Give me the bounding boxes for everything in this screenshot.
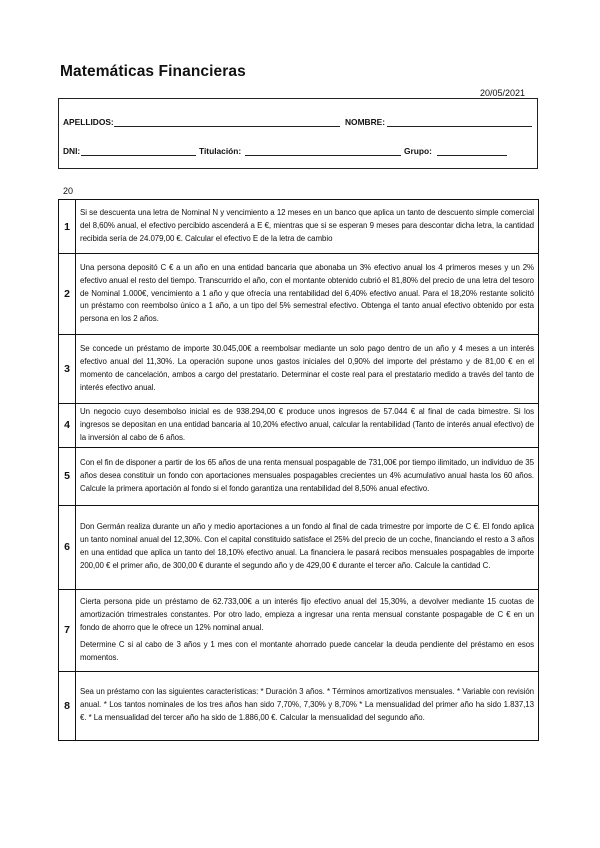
- question-text: Una persona depositó C € a un año en una entidad bancaria que abonaba un 3% efectivo anual los 4 primeros meses y un 2% efectivo anual el resto del tiempo. Transcurrido el año, con el montante obtenido cubrió el 81,80% del precio de una letra del tesoro de Nominal 1.000€, vencimiento a 1 año y que ofrecía una rentabilidad del 6,40% efectivo anual. Para el 18,20% restante solicitó un préstamo con reembolso único a 1 año, a un tipo del 5% semestral efectivo. Obtenga el tanto anual efectivo obtenido por esta persona en los 2 años.: [76, 254, 539, 335]
- question-number: 2: [59, 254, 76, 335]
- question-text: Un negocio cuyo desembolso inicial es de 938.294,00 € produce unos ingresos de 57.044 € al final de cada bimestre. Si los ingresos se depositan en una entidad bancaria al 10,20% efectivo anual, calcular la rentabilidad (Tanto de interés anual efectivo) de la inversión al cabo de 6 años.: [76, 404, 539, 448]
- question-row: [59, 589, 539, 671]
- student-info-box: [58, 98, 538, 169]
- apellidos-field[interactable]: [114, 117, 340, 127]
- question-row: [59, 671, 539, 740]
- question-number: 4: [59, 404, 76, 448]
- question-number: 6: [59, 505, 76, 589]
- exam-date: 20/05/2021: [480, 88, 526, 98]
- question-text-part: Cierta persona pide un préstamo de 62.733,00€ a un interés fijo efectivo anual del 15,30%, a devolver mediante 15 cuotas de amortización trimestrales constantes. Por otro lado, empieza a ingresar una renta mensual constante pospagable de C € en un fondo de ahorro que le ofrece un 12% nominal anual.: [80, 596, 534, 632]
- question-row: [59, 505, 539, 589]
- titulacion-field[interactable]: [245, 146, 401, 156]
- dni-field[interactable]: [81, 146, 196, 156]
- grupo-field[interactable]: [437, 146, 507, 156]
- question-row: [59, 404, 539, 448]
- question-text: Sea un préstamo con las siguientes características: * Duración 3 años. * Términos amortizativos mensuales. * Variable con revisión anual. * Los tantos nominales de los tres años han sido 7,70%, 7,30% y 8,70% * La mensualidad del primer año ha sido 1.837,13 €. * La mensualidad del tercer año ha sido de 1.886,00 €. Calcular la mensualidad del segundo año.: [76, 671, 539, 740]
- question-text: [76, 589, 539, 671]
- document-title: Matemáticas Financieras: [60, 63, 246, 80]
- score-mark: 20: [63, 186, 74, 196]
- question-number: 3: [59, 335, 76, 404]
- question-number: 1: [59, 200, 76, 254]
- question-number: 7: [59, 589, 76, 671]
- question-number: 8: [59, 671, 76, 740]
- question-row: [59, 447, 539, 505]
- apellidos-label: APELLIDOS:: [63, 117, 114, 127]
- question-row: [59, 200, 539, 254]
- question-text: Con el fin de disponer a partir de los 65 años de una renta mensual pospagable de 731,00€ por tiempo ilimitado, un individuo de 35 años desea constituir un fondo con aportaciones mensuales pospagables crecientes un 4% acumulativo anual hasta los 60 años. Calcule la primera aportación al fondo si el fondo garantiza una rentabilidad del 8,50% anual efectivo.: [76, 447, 539, 505]
- dni-label: DNI:: [63, 146, 81, 156]
- question-row: [59, 254, 539, 335]
- question-number: 5: [59, 447, 76, 505]
- question-text-part: Determine C si al cabo de 3 años y 1 mes con el montante ahorrado puede cancelar la deuda pendiente del préstamo en esos momentos.: [80, 639, 534, 662]
- titulacion-label: Titulación:: [199, 146, 242, 156]
- question-text: Don Germán realiza durante un año y medio aportaciones a un fondo al final de cada trimestre por importe de C €. El fondo aplica un tanto nominal anual del 12,30%. Con el capital constituido satisface el 25% del precio de un coche, financiando el resto a 3 años en una entidad que aplica un tanto del 18,10% efectivo anual. La financiera le pasará recibos mensuales pospagables de importe 200,00 € el primer año, de 300,00 € durante el segundo año y de 429,00 € durante el tercer año. Calcule la cantidad C.: [76, 505, 539, 589]
- questions-table: [58, 199, 539, 741]
- question-row: [59, 335, 539, 404]
- grupo-label: Grupo:: [404, 146, 432, 156]
- question-text: Si se descuenta una letra de Nominal N y vencimiento a 12 meses en un banco que aplica un tanto de descuento simple comercial del 8,60% anual, el efectivo percibido ascenderá a E €, mientras que si se esperan 9 meses para descontar dicha letra, la cantidad recibida sería de 24.079,00 €. Calcular el efectivo E de la letra de cambio: [76, 200, 539, 254]
- nombre-field[interactable]: [387, 117, 532, 127]
- nombre-label: NOMBRE:: [345, 117, 386, 127]
- question-text: Se concede un préstamo de importe 30.045,00€ a reembolsar mediante un solo pago dentro de un año y 4 meses a un interés efectivo anual del 11,30%. La operación supone unos gastos iniciales del 0,90% del importe del préstamo y de 81,00 € en el momento de cancelación, ambos a cargo del prestatario. Determinar el coste real para el prestatario medido a través del tanto de interés efectivo anual.: [76, 335, 539, 404]
